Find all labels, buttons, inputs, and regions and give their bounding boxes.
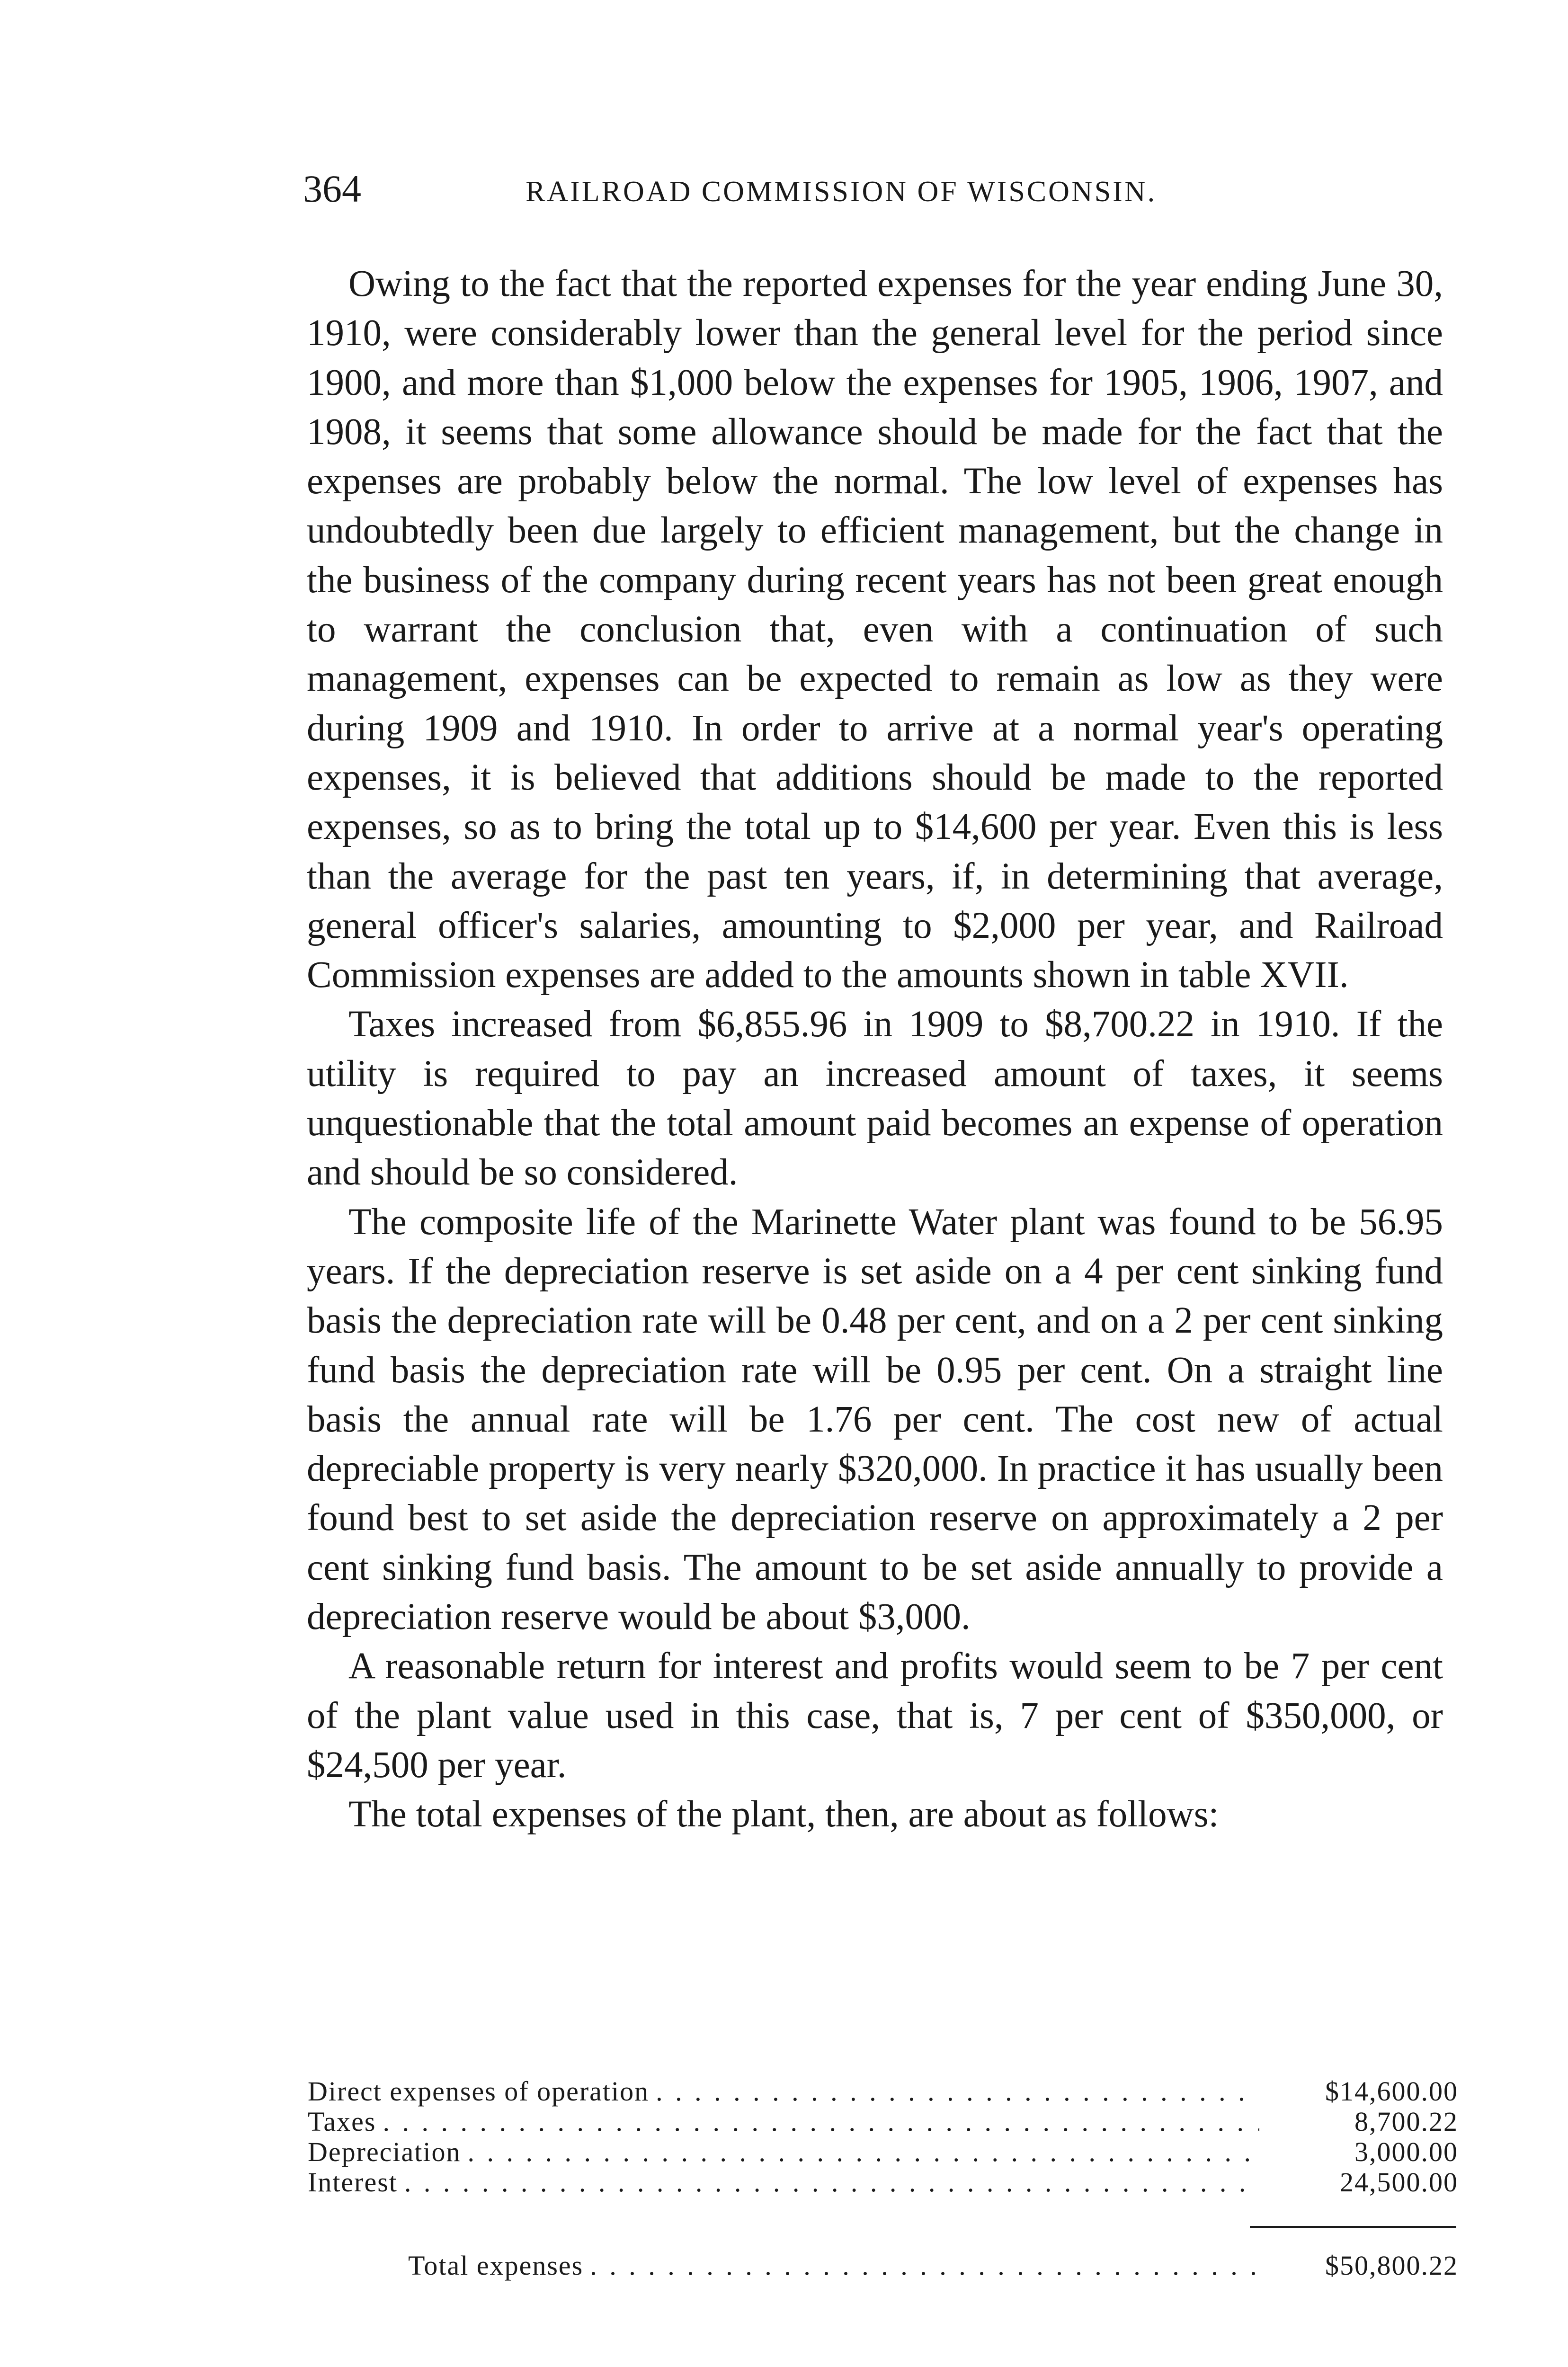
running-title: RAILROAD COMMISSION OF WISCONSIN.	[526, 176, 1157, 208]
expense-label: Taxes	[308, 2106, 376, 2137]
body-text	[307, 259, 1443, 1840]
paragraph-depreciation: The composite life of the Marinette Water plant was found to be 56.95 years. If the depreciation reserve is set aside on a 4 per cent sinking fund basis the depreciation rate will be 0.48 per cent, and on a 2 per cent sinking fund basis the depreciation rate will be 0.95 per cent. On a straight line basis the annual rate will be 1.76 per cent. The cost new of actual depreciable property is very nearly $320,000. In practice it has usually been found best to set aside the depreciation reserve on approximately a 2 per cent sinking fund basis. The amount to be set aside annually to provide a depreciation reserve would be about $3,000.	[307, 1201, 1443, 1638]
paragraph-operating-expenses: Owing to the fact that the reported expenses for the year ending June 30, 1910, were considerably lower than the general level for the period since 1900, and more than $1,000 below the expenses for 1905, 1906, 1907, and 1908, it seems that some allowance should be made for the fact that the expenses are probably below the normal. The low level of expenses has undoubtedly been due largely to efficient management, but the change in the business of the company during recent years has not been great enough to warrant the conclusion that, even with a continuation of such management, expenses can be expected to remain as low as they were during 1909 and 1910. In order to arrive at a normal year's operating expenses, it is believed that additions should be made to the reported expenses, so as to bring the total up to $14,600 per year. Even this is less than the average for the past ten years, if, in determining that average, general officer's salaries, amounting to $2,000 per year, and Railroad Commission expenses are added to the amounts shown in table XVII.	[307, 263, 1443, 996]
expense-amount: 24,500.00	[1340, 2167, 1458, 2198]
dot-leader	[590, 2250, 1259, 2281]
expense-amount: $14,600.00	[1325, 2076, 1458, 2107]
dot-leader	[404, 2166, 1259, 2198]
total-amount: $50,800.22	[1325, 2250, 1458, 2281]
dot-leader	[468, 2136, 1259, 2168]
expense-row	[308, 2136, 1458, 2166]
expense-label: Interest	[308, 2167, 398, 2198]
paragraph-return: A reasonable return for interest and profits would seem to be 7 per cent of the plant value used in this case, that is, 7 per cent of $350,000, or $24,500 per year.	[307, 1646, 1443, 1786]
page-number: 364	[303, 167, 361, 210]
dot-leader	[383, 2106, 1259, 2137]
expense-amount: 3,000.00	[1354, 2136, 1458, 2167]
paragraph-total-intro: The total expenses of the plant, then, are about as follows:	[348, 1794, 1219, 1835]
dot-leader	[656, 2075, 1259, 2107]
expense-row	[308, 2166, 1458, 2197]
expense-label: Direct expenses of operation	[308, 2076, 650, 2107]
total-rule	[1250, 2226, 1456, 2228]
expense-amount: 8,700.22	[1354, 2106, 1458, 2137]
expense-table	[308, 2075, 1458, 2197]
total-row	[408, 2250, 1458, 2280]
expense-label: Depreciation	[308, 2136, 461, 2167]
expense-row	[308, 2075, 1458, 2106]
expense-row	[308, 2106, 1458, 2136]
paragraph-taxes: Taxes increased from $6,855.96 in 1909 to $8,700.22 in 1910. If the utility is required to pay an increased amount of taxes, it seems unquestionable that the total amount paid becomes an expense of operation and should be so considered.	[307, 1004, 1443, 1193]
page-header	[303, 167, 1444, 223]
total-label: Total expenses	[408, 2250, 584, 2281]
